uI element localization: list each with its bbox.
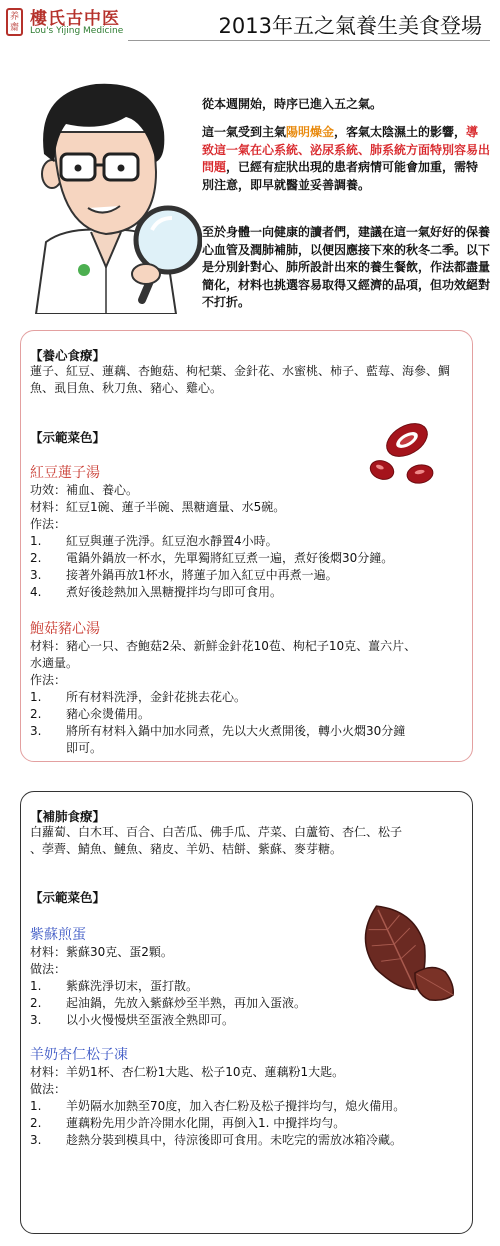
- recipe-method-label: 作法：: [30, 673, 67, 687]
- step-number: 2.: [30, 1116, 42, 1130]
- recipe-materials-line-1: 材料：豬心一只、杏鮑菇2朵、新鮮金針花10苞、枸杞子10克、薑六片、: [30, 639, 417, 653]
- recipe-effect: 功效：補血、養心。: [30, 483, 139, 497]
- heart-section-heading: 【養心食療】: [30, 348, 106, 363]
- lung-section-heading: 【補肺食療】: [30, 809, 106, 824]
- intro-p2-text-a: 這一氣受到主氣: [202, 125, 287, 139]
- page-title: 2013年五之氣養生美食登場: [218, 14, 482, 38]
- recipe-method-label: 做法：: [30, 962, 67, 976]
- intro-paragraph-2: [202, 124, 490, 194]
- step-number: 2.: [30, 996, 42, 1010]
- intro-p2-text-b: ，客氣太陰濕土的影響，: [334, 125, 467, 139]
- step-text: 趁熱分裝到模具中，待涼後即可食用。未吃完的需放冰箱冷藏。: [66, 1133, 403, 1147]
- recipe-step: [30, 978, 198, 995]
- step-text: 將所有材料入鍋中加水同煮，先以大火煮開後，轉小火燜30分鐘: [66, 724, 406, 738]
- recipe-materials: 材料：羊奶1杯、杏仁粉1大匙、松子10克、蓮藕粉1大匙。: [30, 1065, 345, 1079]
- brand-name: 樓氏古中医: [30, 9, 120, 29]
- lung-foods-list-line-1: 白蘿蔔、白木耳、百合、白苦瓜、佛手瓜、芹菜、白蘆筍、杏仁、松子: [30, 825, 403, 839]
- recipe-method-label: 作法：: [30, 517, 67, 531]
- step-number: 2.: [30, 551, 42, 565]
- recipe-title-mushroom-pork-heart: 鮑菇豬心湯: [30, 621, 100, 637]
- recipe-step: [30, 1115, 345, 1132]
- recipe-step: [30, 584, 282, 601]
- step-number: 3.: [30, 1013, 42, 1027]
- recipe-step: [30, 1132, 402, 1149]
- step-number: 1.: [30, 1099, 42, 1113]
- lung-demo-heading: 【示範菜色】: [30, 890, 106, 905]
- step-number: 3.: [30, 1133, 42, 1147]
- intro-paragraph-3: 至於身體一向健康的讀者們，建議在這一氣好好的保養心血管及潤肺補肺，以便因應接下來的秋冬二季。以下是分別針對心、肺所設計出來的養生餐飲，作法都盡量簡化，材料也挑選容易取得又經濟的品項，但功效絕對不打折。: [202, 225, 491, 309]
- step-text: 煮好後趁熱加入黑糖攪拌均勻即可食用。: [66, 585, 283, 599]
- intro-paragraph-1: 從本週開始，時序已進入五之氣。: [202, 97, 383, 111]
- step-number: 1.: [30, 690, 42, 704]
- recipe-materials: 材料：紅豆1碗、蓮子半碗、黑糖適量、水5碗。: [30, 500, 286, 514]
- recipe-step: [30, 567, 338, 584]
- recipe-step: [30, 723, 405, 740]
- step-number: 3.: [30, 724, 42, 738]
- step-text: 起油鍋，先放入紫蘇炒至半熟，再加入蛋液。: [66, 996, 307, 1010]
- doctor-mascot-illustration: [6, 62, 202, 314]
- step-text: 接著外鍋再放1杯水，將蓮子加入紅豆中再煮一遍。: [66, 568, 338, 582]
- intro-p2-highlight-systems: 導致這一氣在心系統、泌尿系統、肺系統方面特別容易出問題: [202, 125, 491, 174]
- step-text: 豬心氽燙備用。: [66, 707, 151, 721]
- recipe-method-label: 做法：: [30, 1082, 67, 1096]
- step-number: 2.: [30, 707, 42, 721]
- recipe-step: [30, 995, 306, 1012]
- heart-demo-heading: 【示範菜色】: [30, 430, 106, 445]
- lung-foods-list-line-2: 、荸薺、鯖魚、鰱魚、豬皮、羊奶、桔餅、紫蘇、麥芽糖。: [30, 842, 343, 856]
- step-number: 1.: [30, 979, 42, 993]
- title-divider: [128, 40, 490, 41]
- recipe-step: [30, 689, 246, 706]
- recipe-step: [30, 1012, 234, 1029]
- step-text: 紫蘇洗淨切末，蛋打散。: [66, 979, 199, 993]
- recipe-materials-line-2: 水適量。: [30, 656, 79, 670]
- intro-p2-highlight-climate: 陽明燥金: [286, 125, 335, 139]
- step-number: 3.: [30, 568, 42, 582]
- step-text: 所有材料洗淨，金針花挑去花心。: [66, 690, 247, 704]
- step-text: 以小火慢慢烘至蛋液全熟即可。: [66, 1013, 235, 1027]
- logo-seal: 养齋: [6, 8, 23, 36]
- step-text: 蓮藕粉先用少許冷開水化開，再倒入1. 中攪拌均勻。: [66, 1116, 346, 1130]
- step-text: 電鍋外鍋放一杯水，先單獨將紅豆煮一遍，煮好後燜30分鐘。: [66, 551, 394, 565]
- recipe-title-red-bean-lotus: 紅豆蓮子湯: [30, 465, 100, 481]
- step-number: 4.: [30, 585, 42, 599]
- recipe-step-continuation: 即可。: [66, 741, 103, 755]
- perilla-leaves-illustration: [350, 898, 460, 1010]
- recipe-step: [30, 550, 393, 567]
- recipe-step: [30, 533, 278, 550]
- heart-foods-list: 蓮子、紅豆、蓮藕、杏鮑菇、枸杞葉、金針花、水蜜桃、柿子、藍莓、海參、鯛魚、虱目魚、秋刀魚、豬心、雞心。: [30, 364, 451, 395]
- step-number: 1.: [30, 534, 42, 548]
- recipe-step: [30, 706, 150, 723]
- recipe-materials: 材料：紫蘇30克、蛋2顆。: [30, 945, 173, 959]
- recipe-title-goat-milk-almond-jelly: 羊奶杏仁松子凍: [30, 1047, 128, 1063]
- red-beans-illustration: [362, 418, 442, 494]
- recipe-title-perilla-egg: 紫蘇煎蛋: [30, 927, 86, 943]
- brand-english-name: Lou's Yijing Medicine: [30, 26, 124, 36]
- intro-p2-text-c: ，已經有症狀出現的患者病情可能會加重，需特別注意，即早就醫並妥善調養。: [202, 160, 479, 192]
- step-text: 紅豆與蓮子洗淨。紅豆泡水靜置4小時。: [66, 534, 278, 548]
- recipe-step: [30, 1098, 405, 1115]
- step-text: 羊奶隔水加熱至70度，加入杏仁粉及松子攪拌均勻，熄火備用。: [66, 1099, 406, 1113]
